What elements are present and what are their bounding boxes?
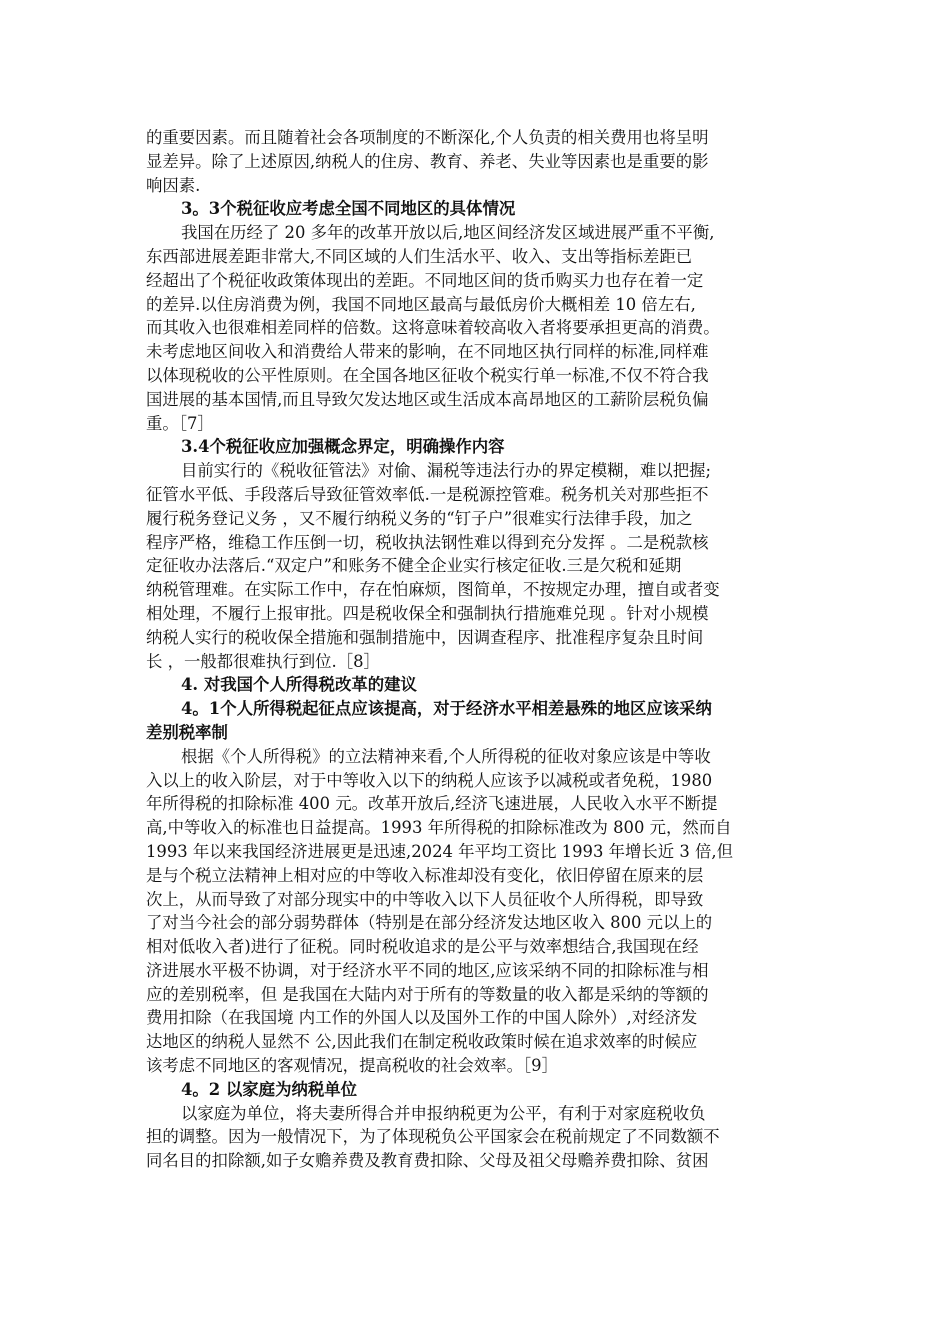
paragraph-line: 程序严格，维稳工作压倒一切，税收执法钢性难以得到充分发挥 。二是税款核 bbox=[146, 532, 709, 552]
paragraph-line: 是与个税立法精神上相对应的中等收入标准却没有变化，依旧停留在原来的层 bbox=[146, 865, 704, 885]
paragraph-line: 以家庭为单位，将夫妻所得合并申报纳税更为公平，有利于对家庭税收负 bbox=[181, 1103, 706, 1123]
section-heading-line: 4。2 以家庭为纳税单位 bbox=[181, 1079, 358, 1099]
paragraph-line: 年所得税的扣除标准 400 元。改革开放后,经济飞速进展，人民收入水平不断提 bbox=[146, 794, 718, 814]
paragraph-line: 了对当今社会的部分弱势群体（特别是在部分经济发达地区收入 800 元以上的 bbox=[146, 913, 713, 933]
paragraph-line: 应的差别税率，但 是我国在大陆内对于所有的等数量的收入都是采纳的等额的 bbox=[146, 984, 709, 1004]
paragraph-line: 1993 年以来我国经济进展更是迅速,2024 年平均工资比 1993 年增长近 3 倍,但 bbox=[146, 841, 734, 861]
paragraph-line: 目前实行的《税收征管法》对偷、漏税等违法行办的界定模糊，难以把握; bbox=[181, 461, 712, 481]
paragraph-line: 国进展的基本国情,而且导致欠发达地区或生活成本高昂地区的工薪阶层税负偏 bbox=[146, 389, 709, 409]
paragraph-line: 担的调整。因为一般情况下，为了体现税负公平国家会在税前规定了不同数额不 bbox=[146, 1127, 720, 1147]
paragraph-line: 费用扣除（在我国境 内工作的外国人以及国外工作的中国人除外）,对经济发 bbox=[146, 1008, 698, 1028]
paragraph-line: 长 ，一般都很难执行到位.［8］ bbox=[146, 651, 380, 671]
paragraph-line: 纳税管理难。在实际工作中，存在怕麻烦，图简单，不按规定办理，擅自或者变 bbox=[146, 580, 720, 600]
document-body bbox=[146, 126, 806, 1173]
paragraph-line: 次上，从而导致了对部分现实中的中等收入以下人员征收个人所得税，即导致 bbox=[146, 889, 704, 909]
paragraph-line: 入以上的收入阶层，对于中等收入以下的纳税人应该予以减税或者免税，1980 bbox=[146, 770, 713, 790]
paragraph-line: 高,中等收入的标准也日益提高。1993 年所得税的扣除标准改为 800 元，然而自 bbox=[146, 818, 732, 838]
paragraph-line: 经超出了个税征收政策体现出的差距。不同地区间的货币购买力也存在着一定 bbox=[146, 270, 704, 290]
paragraph-line: 相对低收入者)进行了征税。同时税收追求的是公平与效率想结合,我国现在经 bbox=[146, 937, 699, 957]
section-heading-line: 差别税率制 bbox=[146, 722, 228, 742]
section-heading-line: 3.4个税征收应加强概念界定，明确操作内容 bbox=[181, 437, 505, 457]
paragraph-line: 东西部进展差距非常大,不同区域的人们生活水平、收入、支出等指标差距已 bbox=[146, 246, 693, 266]
paragraph-line: 同名目的扣除额,如子女赡养费及教育费扣除、父母及祖父母赡养费扣除、贫困 bbox=[146, 1151, 709, 1171]
section-heading-line: 4。1个人所得税起征点应该提高，对于经济水平相差悬殊的地区应该采纳 bbox=[181, 699, 712, 719]
paragraph-line: 未考虑地区间收入和消费给人带来的影响，在不同地区执行同样的标准,同样难 bbox=[146, 342, 709, 362]
paragraph-line: 的差异.以住房消费为例，我国不同地区最高与最低房价大概相差 10 倍左右, bbox=[146, 294, 696, 314]
paragraph-line: 根据《个人所得税》的立法精神来看,个人所得税的征收对象应该是中等收 bbox=[181, 746, 711, 766]
paragraph-line: 定征收办法落后.“双定户”和账务不健全企业实行核定征收.三是欠税和延期 bbox=[146, 556, 682, 576]
paragraph-line: 达地区的纳税人显然不 公,因此我们在制定税收政策时候在追求效率的时候应 bbox=[146, 1032, 698, 1052]
paragraph-line: 纳税人实行的税收保全措施和强制措施中，因调查程序、批准程序复杂且时间 bbox=[146, 627, 704, 647]
paragraph-line: 履行税务登记义务 ，又不履行纳税义务的“钉子户”很难实行法律手段，加之 bbox=[146, 508, 693, 528]
paragraph-line: 征管水平低、手段落后导致征管效率低.一是税源控管难。税务机关对那些拒不 bbox=[146, 484, 709, 504]
paragraph-line: 以体现税收的公平性原则。在全国各地区征收个税实行单一标准,不仅不符合我 bbox=[146, 365, 709, 385]
section-heading-line: 4. 对我国个人所得税改革的建议 bbox=[181, 675, 417, 695]
section-heading-line: 3。3个税征收应考虑全国不同地区的具体情况 bbox=[181, 199, 516, 219]
paragraph-line: 相处理，不履行上报审批。四是税收保全和强制执行措施难兑现 。针对小规模 bbox=[146, 603, 709, 623]
paragraph-line: 重。［7］ bbox=[146, 413, 214, 433]
paragraph-line: 我国在历经了 20 多年的改革开放以后,地区间经济发区域进展严重不平衡, bbox=[181, 223, 715, 243]
paragraph-line: 而其收入也很难相差同样的倍数。这将意味着较高收入者将要承担更高的消费。 bbox=[146, 318, 720, 338]
paragraph-line: 显差异。除了上述原因,纳税人的住房、教育、养老、失业等因素也是重要的影 bbox=[146, 151, 709, 171]
paragraph-line: 的重要因素。而且随着社会各项制度的不断深化,个人负责的相关费用也将呈明 bbox=[146, 128, 709, 147]
paragraph-line: 该考虑不同地区的客观情况，提高税收的社会效率。［9］ bbox=[146, 1056, 558, 1076]
paragraph-line: 济进展水平极不协调，对于经济水平不同的地区,应该采纳不同的扣除标准与相 bbox=[146, 960, 709, 980]
paragraph-line: 响因素. bbox=[146, 175, 201, 195]
